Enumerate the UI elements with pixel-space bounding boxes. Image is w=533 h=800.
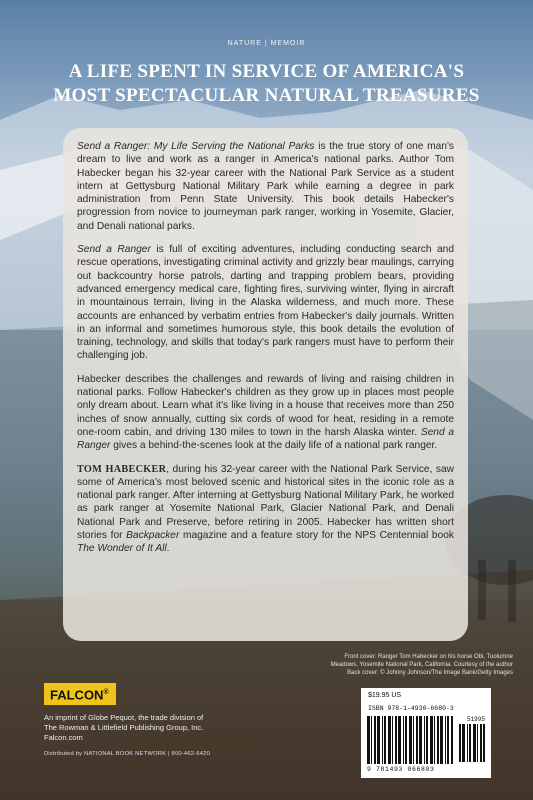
paragraph-text: Habecker describes the challenges and rewards of living and raising children in national parks. Follow Habecker's children as they grow up in places most people only dream about. Learn what it's like living in a house that receives more than 250 inches of snow annually, cutting six cords of wood for heat, residing in a remote one-room cabin, and driving 130 miles to town in the harsh Alaska winter. (77, 373, 454, 438)
price-label: $19.95 US (368, 692, 402, 699)
headline-line-1: A LIFE SPENT IN SERVICE OF AMERICA'S (68, 61, 465, 82)
book-title: Send a Ranger (77, 426, 454, 452)
description-paragraph-3 (77, 373, 454, 453)
logo-text: FALCON (50, 687, 104, 703)
publisher-imprint (44, 713, 314, 743)
headline (10, 60, 523, 108)
bio-text: , during his 32-year career with the National Park Service, saw some of America's most beloved scenic and historical sites in the iconic role as a national park ranger. After interning at Gettysburg National Military Park, he worked as park ranger at Yosemite National Park, Glacier National Park, and Denali National Park and Preserve, before retiring in 2005. Habecker has written short stories for (77, 463, 454, 542)
publisher-website: Falcon.com (44, 733, 83, 742)
author-bio (77, 463, 454, 556)
bio-text: magazine and a feature story for the NPS Centennial book (179, 530, 454, 542)
author-name: TOM HABECKER (77, 463, 167, 475)
isbn-label: ISBN 978-1-4930-6680-3 (368, 705, 454, 712)
imprint-line: An imprint of Globe Pequot, the trade division of (44, 713, 204, 722)
description-panel (63, 128, 468, 641)
paragraph-text: is the true story of one man's dream to live and work as a ranger in America's national parks. Author Tom Habecker began his 32-year career with the National Park Service as a student intern at Gettysburg National Military Park while earning a degree in park administration from Penn State University. This book details Habecker's progression from novice to journeyman park ranger, working in Yosemite, Glacier, and Denali national parks. (77, 141, 454, 232)
distributor-line: Distributed by NATIONAL BOOK NETWORK | 800-462-6420 (44, 751, 211, 757)
description-paragraph-1 (77, 140, 454, 233)
bio-text: . (166, 543, 170, 555)
falcon-logo (44, 683, 116, 705)
credit-line: Front cover: Ranger Tom Habecker on his horse Obi, Tuolumne (344, 654, 513, 660)
barcode-icon (367, 716, 453, 764)
paragraph-text: is full of exciting adventures, including conducting search and rescue operations, investigating criminal activity and grizzly bear maulings, carrying out backcountry horse patrols, darting and trapping problem bears, providing advanced emergency medical care, fighting fires, surviving winter, flying in aircraft in mountainous terrain, living in the Alaska wilderness, and much more. These accounts are enhanced by verbatim entries from Habecker's daily journals. Written in an informal and sometimes humorous style, this book details the evolution of training, technology, and skills that today's park rangers must have to perform their challenging job. (77, 244, 454, 362)
barcode-digits: 9 781493 066803 (367, 766, 435, 773)
addon-barcode-icon (459, 724, 485, 762)
anthology-title: The Wonder of It All (77, 543, 167, 555)
category-label: NATURE | MEMOIR (227, 40, 306, 47)
credit-line: Back cover: © Johnny Johnson/The Image Bank/Getty Images (347, 670, 513, 676)
imprint-line: The Rowman & Littlefield Publishing Group, Inc. (44, 723, 204, 732)
registered-mark: ® (103, 689, 109, 696)
barcode-addon: 51995 (466, 716, 485, 723)
paragraph-text: gives a behind-the-scenes look at the daily life of a national park ranger. (110, 440, 438, 452)
magazine-title: Backpacker (126, 530, 180, 542)
book-title: Send a Ranger: My Life Serving the National Parks (77, 141, 315, 152)
photo-credits (283, 653, 513, 677)
barcode-box (361, 688, 491, 778)
book-title: Send a Ranger (77, 244, 151, 256)
credit-line: Meadows, Yosemite National Park, California. Courtesy of the author (330, 662, 513, 668)
headline-line-2: MOST SPECTACULAR NATURAL TREASURES (53, 85, 480, 106)
description-paragraph-2 (77, 243, 454, 363)
